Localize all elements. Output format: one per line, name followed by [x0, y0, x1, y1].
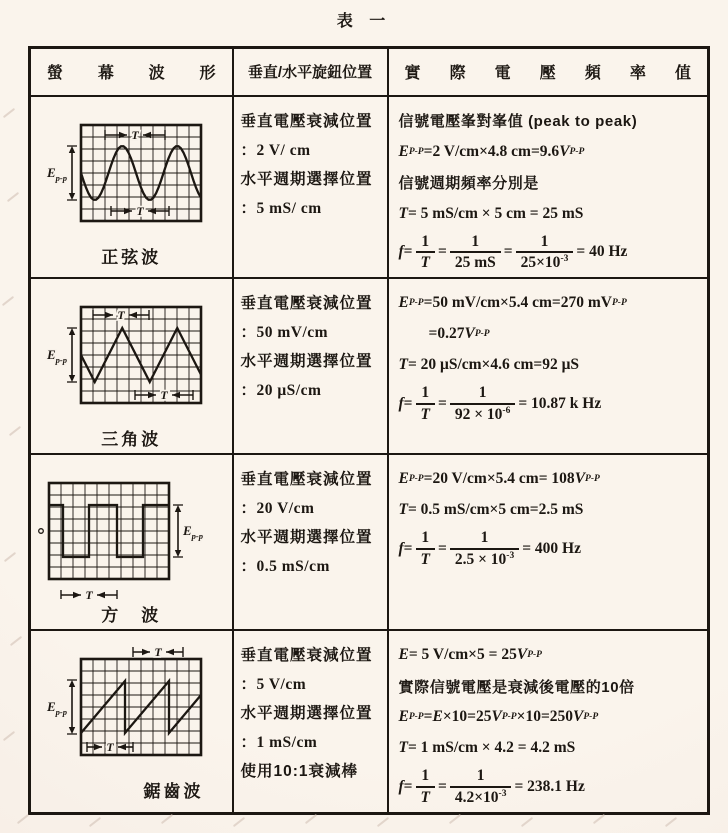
scan-mark-decoration [2, 296, 14, 306]
header-actual-voltage-frequency: 實 際 電 壓 頻 率 值 [388, 48, 709, 96]
header-screen-waveform: 螢 幕 波 形 [30, 48, 233, 96]
sine-wave-icon [33, 111, 229, 241]
knob-setting-label: 水平週期選擇位置 [240, 353, 373, 371]
calc-formula-line: E P-P = E ×10=25 V P-P ×10=250 V P-P [398, 708, 599, 726]
scan-mark-decoration [3, 731, 15, 741]
knob-settings-cell [233, 278, 388, 454]
header-knob-position: 垂直/水平旋鈕位置 [233, 48, 388, 96]
waveform-name: 三角波 [101, 430, 162, 450]
calculation-cell [388, 454, 709, 630]
calc-text-line: 實際信號電壓是衰減後電壓的10倍 [398, 678, 635, 696]
table-row [30, 454, 709, 630]
calc-formula-line: E P-P =20 V/cm×5.4 cm= 108 V P-P [398, 470, 600, 488]
waveform-table [28, 46, 710, 815]
scan-mark-decoration [4, 552, 16, 562]
knob-setting-label: 水平週期選擇位置 [240, 705, 373, 723]
scan-mark-decoration [377, 817, 389, 827]
knob-setting-label: 垂直電壓衰減位置 [240, 295, 373, 313]
header-row [30, 48, 709, 96]
oscilloscope-diagram [31, 293, 232, 423]
knob-setting-value: ：0.5 mS/cm [240, 558, 330, 576]
oscilloscope-diagram [31, 111, 232, 241]
knob-setting-label: 水平週期選擇位置 [240, 529, 373, 547]
scan-mark-decoration [305, 814, 317, 824]
scan-mark-decoration [89, 817, 101, 827]
calc-formula-line: T = 5 mS/cm × 5 cm = 25 mS [398, 204, 584, 222]
oscilloscope-diagram [31, 645, 232, 775]
knob-setting-label: 垂直電壓衰減位置 [240, 112, 373, 130]
table-row [30, 96, 709, 279]
page-title: 表 一 [336, 13, 392, 30]
waveform-name: 正弦波 [101, 247, 162, 267]
knob-setting-value: ：5 V/cm [240, 676, 307, 694]
calc-formula-line: f = $\frac{1}{T}$ = $\frac{1}{25 mS}$ = $\frac{1}{25\times 10^{-3}}$ = 40 Hz [398, 232, 628, 272]
svg-text:Ep-p: $E_{p-p}$ [47, 699, 68, 718]
waveform-cell [30, 454, 233, 630]
waveform-cell [30, 96, 233, 279]
knob-setting-label: 垂直電壓衰減位置 [240, 647, 373, 665]
svg-text:T: T [117, 308, 125, 323]
svg-text:Ep-p: $E_{p-p}$ [47, 164, 68, 183]
knob-setting-value: ：20 V/cm [240, 500, 315, 518]
knob-setting-value: ：20 μS/cm [240, 382, 322, 400]
calculation-cell [388, 96, 709, 279]
scan-mark-decoration [521, 817, 533, 827]
calc-formula-line: T = 0.5 mS/cm×5 cm=2.5 mS [398, 501, 584, 519]
calc-formula-line: =0.27 V P-P [428, 325, 490, 343]
knob-setting-value: ：5 mS/ cm [240, 199, 322, 217]
scan-mark-decoration [7, 192, 19, 202]
knob-setting-value: ：1 mS/cm [240, 734, 318, 752]
svg-text:T: T [136, 203, 144, 218]
scan-mark-decoration [17, 814, 29, 824]
calculation-cell [388, 278, 709, 454]
waveform-cell [30, 278, 233, 454]
knob-setting-value: ：50 mV/cm [240, 324, 329, 342]
svg-text:Ep-p: $E_{p-p}$ [183, 523, 204, 542]
triangle-wave-icon [33, 293, 229, 423]
table-row [30, 630, 709, 813]
calculation-cell [388, 630, 709, 813]
svg-text:T: T [154, 645, 162, 660]
calc-formula-line: E = 5 V/cm×5 = 25 V P-P [398, 646, 542, 664]
scan-mark-decoration [3, 108, 15, 118]
knob-settings-cell [233, 454, 388, 630]
knob-setting-value: ：2 V/ cm [240, 141, 311, 159]
scan-mark-decoration [665, 817, 677, 827]
knob-setting-label: 使用10:1衰減棒 [240, 763, 359, 781]
calc-formula-line: T = 1 mS/cm × 4.2 = 4.2 mS [398, 739, 576, 757]
scan-mark-decoration [161, 814, 173, 824]
knob-settings-cell [233, 630, 388, 813]
knob-setting-label: 垂直電壓衰減位置 [240, 471, 373, 489]
calc-formula-line: f = $\frac{1}{T}$ = $\frac{1}{4.2\times 10^{-3}}$ = 238.1 Hz [398, 767, 585, 806]
oscilloscope-diagram [31, 469, 232, 599]
knob-settings-cell [233, 96, 388, 279]
calc-formula-line: E P-P =2 V/cm×4.8 cm=9.6 V P-P [398, 142, 585, 160]
scan-mark-decoration [10, 636, 22, 646]
calc-formula-line: f = $\frac{1}{T}$ = $\frac{1}{92 \times 10^{-6}}$ = 10.87 k Hz [398, 384, 602, 423]
calc-text-line: 信號週期頻率分別是 [398, 175, 539, 192]
svg-text:T: T [131, 127, 139, 142]
calc-text-line: 信號電壓峯對峯值 (peak to peak) [398, 113, 638, 130]
calc-formula-line: f = $\frac{1}{T}$ = $\frac{1}{2.5 \times 10^{-3}}$ = 400 Hz [398, 529, 581, 568]
scan-mark-decoration [233, 817, 245, 827]
calc-formula-line: T = 20 μS/cm×4.6 cm=92 μS [398, 356, 580, 374]
scan-mark-decoration [9, 426, 21, 436]
table-row [30, 278, 709, 454]
sawtooth-wave-icon [33, 645, 229, 775]
knob-setting-label: 水平週期選擇位置 [240, 170, 373, 188]
waveform-cell [30, 630, 233, 813]
waveform-name: 方 波 [101, 606, 162, 626]
waveform-name: 鋸齒波 [143, 782, 204, 802]
scan-mark-decoration [449, 814, 461, 824]
calc-formula-line: E P-P =50 mV/cm×5.4 cm=270 mV P-P [398, 294, 627, 312]
svg-text:T: T [85, 588, 93, 600]
svg-text:T: T [106, 740, 114, 755]
scan-mark-decoration [593, 814, 605, 824]
svg-text:T: T [160, 388, 168, 403]
svg-text:Ep-p: $E_{p-p}$ [47, 347, 68, 366]
square-wave-icon [33, 469, 229, 599]
